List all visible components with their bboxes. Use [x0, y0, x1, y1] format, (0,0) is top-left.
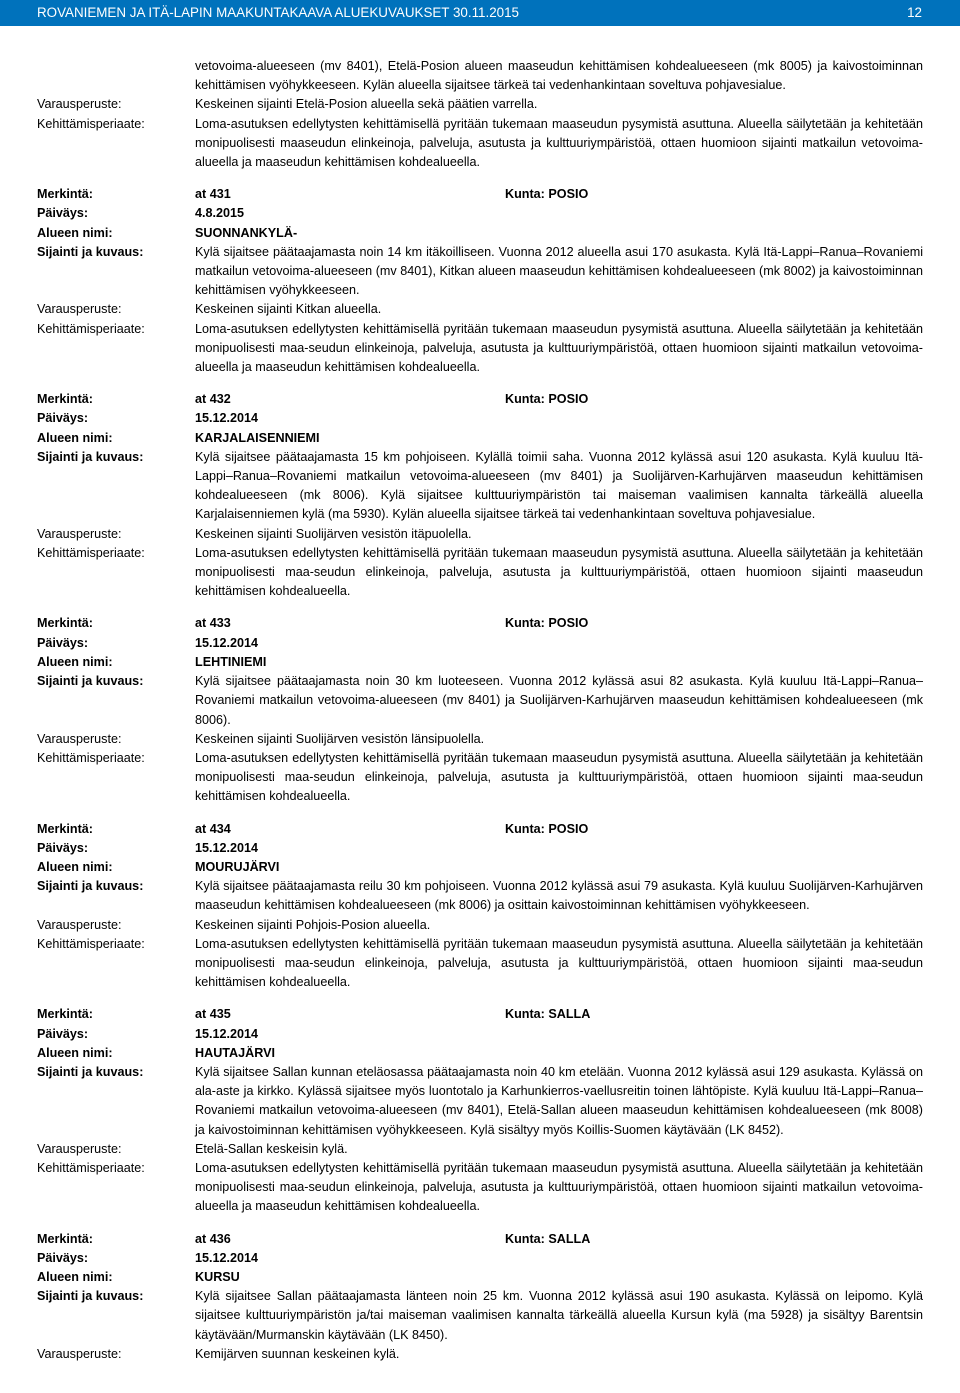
sijainti-value: Kylä sijaitsee päätaajamasta reilu 30 km pohjoiseen. Vuonna 2012 kylässä asui 79 asukasta. Kylä kuuluu Suolijärven-Karhujärven maaseudun kehittämisen kohdealueeseen (mk 8006) ja osittain kaivostoiminnan kehittämisen vyöhykkeeseen. [195, 879, 923, 913]
alueen-nimi-label: Alueen nimi: [37, 654, 113, 669]
sijainti-label: Sijainti ja kuvaus: [37, 1064, 144, 1079]
area-entry [37, 1005, 923, 1216]
varausperuste-label: Varausperuste: [37, 917, 122, 932]
alueen-nimi-label: Alueen nimi: [37, 1045, 113, 1060]
kunta-value: Kunta: SALLA [505, 1007, 591, 1022]
alueen-nimi-value: MOURUJÄRVI [195, 859, 280, 874]
kehittamisperiaate-value: Loma-asutuksen edellytysten kehittämisellä pyritään tukemaan maaseudun pysymistä asuttuna. Alueella säilytetään ja kehitetään monipuolisesti maa-seudun elinkeinoja, palveluja, asutusta ja kulttuuriympäristöä, ottaen huomioon sijainti matkailun vetovoima-alueella ja maaseudun kehittämisen kohdealueella. [195, 321, 923, 375]
merkinta-label: Merkintä: [37, 1231, 93, 1246]
paivays-label: Päiväys: [37, 635, 89, 650]
sijainti-label: Sijainti ja kuvaus: [37, 879, 144, 894]
varausperuste-value: Keskeinen sijainti Etelä-Posion alueella sekä päätien varrella. [195, 97, 538, 112]
continuation-kehittamisperiaate [37, 115, 923, 173]
continuation-description [37, 57, 923, 95]
sijainti-label: Sijainti ja kuvaus: [37, 674, 144, 689]
paivays-label: Päiväys: [37, 840, 89, 855]
kehittamisperiaate-label: Kehittämisperiaate: [37, 1160, 145, 1175]
sijainti-value: vetovoima-alueeseen (mv 8401), Etelä-Posion alueen maaseudun kehittämisen kohdealueeseen (mk 8005) ja kaivostoiminnan kehittämisen vyöhykkeeseen. Kylän alueella sijaitsee tärkeä tai vedenhankintaan soveltuva pohjavesialue. [195, 59, 923, 93]
area-entry [37, 185, 923, 377]
kehittamisperiaate-label: Kehittämisperiaate: [37, 321, 145, 336]
document-body [37, 57, 923, 1364]
alueen-nimi-label: Alueen nimi: [37, 430, 113, 445]
kehittamisperiaate-value: Loma-asutuksen edellytysten kehittämisellä pyritään tukemaan maaseudun pysymistä asuttuna. Alueella säilytetään ja kehitetään monipuolisesti maa-seudun elinkeinoja, palveluja, asutusta ja kulttuuriympäristöä, ottaen huomioon sijainti maa-seudun kehittämisen kohdealueella. [195, 750, 923, 804]
varausperuste-label: Varausperuste: [37, 97, 122, 112]
sijainti-value: Kylä sijaitsee päätaajamasta noin 30 km luoteeseen. Vuonna 2012 kylässä asui 82 asukasta. Kylä kuuluu Itä-Lappi–Ranua–Rovaniemi matkailun vetovoima-alueeseen (mv 8401) ja Suolijärven-Karhujärven maaseudun kehittämisen kohdealueeseen (mk 8006). [195, 674, 923, 727]
sijainti-value: Kylä sijaitsee päätaajamasta 15 km pohjoiseen. Kylällä toimii saha. Vuonna 2012 kylässä asui 120 asukasta. Kylä kuuluu Itä-Lappi–Ranua–Rovaniemi matkailun vetovoima-alueeseen (mv 8401) ja Suolijärven-Karhujärven maaseudun kehittämisen kohdealueeseen (mk 8006). Kylä sijaitsee kulttuuriympäristön tai maiseman vaalimisen kannalta tärkeällä alueella Karjalaisenniemen kylä (ma 5930). Kylän alueella sijaitsee tärkeä tai vedenhankintaan soveltuva pohjavesialue. [195, 449, 923, 522]
paivays-value: 15.12.2014 [195, 840, 259, 855]
varausperuste-label: Varausperuste: [37, 1346, 122, 1361]
alueen-nimi-value: LEHTINIEMI [195, 654, 267, 669]
varausperuste-label: Varausperuste: [37, 731, 122, 746]
varausperuste-value: Keskeinen sijainti Suolijärven vesistön itäpuolella. [195, 526, 472, 541]
continuation-varausperuste [37, 95, 923, 114]
varausperuste-value: Keskeinen sijainti Kitkan alueella. [195, 302, 382, 317]
alueen-nimi-label: Alueen nimi: [37, 859, 113, 874]
paivays-value: 15.12.2014 [195, 411, 259, 426]
kehittamisperiaate-value: Loma-asutuksen edellytysten kehittämisellä pyritään tukemaan maaseudun pysymistä asuttuna. Alueella säilytetään ja kehitetään monipuolisesti maa-seudun elinkeinoja, palveluja, asutusta ja kulttuuriympäristöä, ottaen huomioon sijainti maaseudun kehittämisen kohdealueella. [195, 545, 923, 599]
alueen-nimi-value: SUONNANKYLÄ- [195, 225, 298, 240]
paivays-label: Päiväys: [37, 1026, 89, 1041]
sijainti-label: Sijainti ja kuvaus: [37, 449, 144, 464]
merkinta-label: Merkintä: [37, 187, 93, 202]
kunta-value: Kunta: POSIO [505, 392, 589, 407]
alueen-nimi-label: Alueen nimi: [37, 225, 113, 240]
alueen-nimi-value: KURSU [195, 1269, 240, 1284]
kunta-value: Kunta: SALLA [505, 1231, 591, 1246]
varausperuste-value: Kemijärven suunnan keskeinen kylä. [195, 1346, 400, 1361]
varausperuste-value: Etelä-Sallan keskeisin kylä. [195, 1141, 348, 1156]
merkinta-label: Merkintä: [37, 392, 93, 407]
kunta-value: Kunta: POSIO [505, 821, 589, 836]
sijainti-label: Sijainti ja kuvaus: [37, 1289, 144, 1304]
varausperuste-label: Varausperuste: [37, 1141, 122, 1156]
kehittamisperiaate-label: Kehittämisperiaate: [37, 750, 145, 765]
kunta-value: Kunta: POSIO [505, 616, 589, 631]
varausperuste-label: Varausperuste: [37, 526, 122, 541]
sijainti-label: Sijainti ja kuvaus: [37, 244, 144, 259]
sijainti-value: Kylä sijaitsee Sallan kunnan eteläosassa päätaajamasta noin 40 km etelään. Vuonna 2012 kylässä asui 129 asukasta. Kylässä on ala-aste ja kirkko. Kylässä sijaitsee myös luontotalo ja Karhunkierros-vaellusreitin toinen lähtöpiste. Kylä kuuluu Itä-Lappi–Ranua–Rovaniemi matkailun vetovoima-alueeseen (mv 8401), Etelä-Sallan alueen maaseudun kehittämisen kohdealueeseen (mk 8008) ja kaivostoiminnan kehittämisen vyöhykkeeseen. Kylä sisältyy myös Koillis-Suomen käytävään (LK 8452). [195, 1064, 923, 1137]
merkinta-label: Merkintä: [37, 821, 93, 836]
paivays-label: Päiväys: [37, 411, 89, 426]
page-number: 12 [907, 5, 922, 20]
paivays-value: 4.8.2015 [195, 206, 245, 221]
kehittamisperiaate-value: Loma-asutuksen edellytysten kehittämisellä pyritään tukemaan maaseudun pysymistä asuttuna. Alueella säilytetään ja kehitetään monipuolisesti maaseudun elinkeinoja, palveluja, asutusta ja kulttuuriympäristöä, ottaen huomioon sijainti matkailun vetovoima-alueella ja maaseudun kehittämisen kohdealueella. [195, 116, 923, 170]
paivays-label: Päiväys: [37, 1250, 89, 1265]
merkinta-value: at 436 [195, 1231, 231, 1246]
merkinta-value: at 431 [195, 187, 231, 202]
page-header [0, 0, 960, 26]
kehittamisperiaate-label: Kehittämisperiaate: [37, 936, 145, 951]
merkinta-label: Merkintä: [37, 1007, 93, 1022]
kehittamisperiaate-value: Loma-asutuksen edellytysten kehittämisellä pyritään tukemaan maaseudun pysymistä asuttuna. Alueella säilytetään ja kehitetään monipuolisesti maa-seudun elinkeinoja, palveluja, asutusta ja kulttuuriympäristöä, ottaen huomioon sijainti maa-seudun kehittämisen kohdealueella. [195, 936, 923, 990]
varausperuste-label: Varausperuste: [37, 302, 122, 317]
alueen-nimi-label: Alueen nimi: [37, 1269, 113, 1284]
alueen-nimi-value: KARJALAISENNIEMI [195, 430, 320, 445]
paivays-value: 15.12.2014 [195, 635, 259, 650]
sijainti-value: Kylä sijaitsee Sallan päätaajamasta länteen noin 25 km. Vuonna 2012 kylässä asui 190 asukasta. Kylässä on leipomo. Kylä sijaitsee kulttuuriympäristön ja/tai maiseman vaalimisen kannalta tärkeällä alueella Kursun kylä (ma 5928) ja sisältyy Barentsin käytävään/Murmanskin käytävään (LK 8450). [195, 1289, 923, 1342]
merkinta-value: at 434 [195, 821, 231, 836]
varausperuste-value: Keskeinen sijainti Suolijärven vesistön länsipuolella. [195, 731, 485, 746]
kehittamisperiaate-label: Kehittämisperiaate: [37, 116, 145, 131]
kunta-value: Kunta: POSIO [505, 187, 589, 202]
area-entry [37, 614, 923, 806]
merkinta-label: Merkintä: [37, 616, 93, 631]
area-entry [37, 820, 923, 993]
merkinta-value: at 433 [195, 616, 231, 631]
kehittamisperiaate-value: Loma-asutuksen edellytysten kehittämisellä pyritään tukemaan maaseudun pysymistä asuttuna. Alueella säilytetään ja kehitetään monipuolisesti maa-seudun elinkeinoja, palveluja, asutusta ja kulttuuriympäristöä, ottaen huomioon sijainti matkailun vetovoima-alueella ja maaseudun kehittämisen kohdealueella. [195, 1160, 923, 1214]
kehittamisperiaate-label: Kehittämisperiaate: [37, 545, 145, 560]
area-entry [37, 1230, 923, 1364]
merkinta-value: at 432 [195, 392, 231, 407]
sijainti-value: Kylä sijaitsee päätaajamasta noin 14 km itäkoilliseen. Vuonna 2012 alueella asui 170 asukasta. Kylä Itä-Lappi–Ranua–Rovaniemi matkailun vetovoima-alueeseen (mv 8401), Kitkan alueen maaseudun kehittämisen kohdealueeseen (mk 8002) ja kaivostoiminnan kehittämisen vyöhykkeeseen. [195, 244, 923, 298]
document-title: ROVANIEMEN JA ITÄ-LAPIN MAAKUNTAKAAVA ALUEKUVAUKSET 30.11.2015 [37, 5, 519, 20]
paivays-label: Päiväys: [37, 206, 89, 221]
paivays-value: 15.12.2014 [195, 1250, 259, 1265]
paivays-value: 15.12.2014 [195, 1026, 259, 1041]
merkinta-value: at 435 [195, 1007, 231, 1022]
varausperuste-value: Keskeinen sijainti Pohjois-Posion alueella. [195, 917, 431, 932]
alueen-nimi-value: HAUTAJÄRVI [195, 1045, 276, 1060]
area-entry [37, 390, 923, 601]
